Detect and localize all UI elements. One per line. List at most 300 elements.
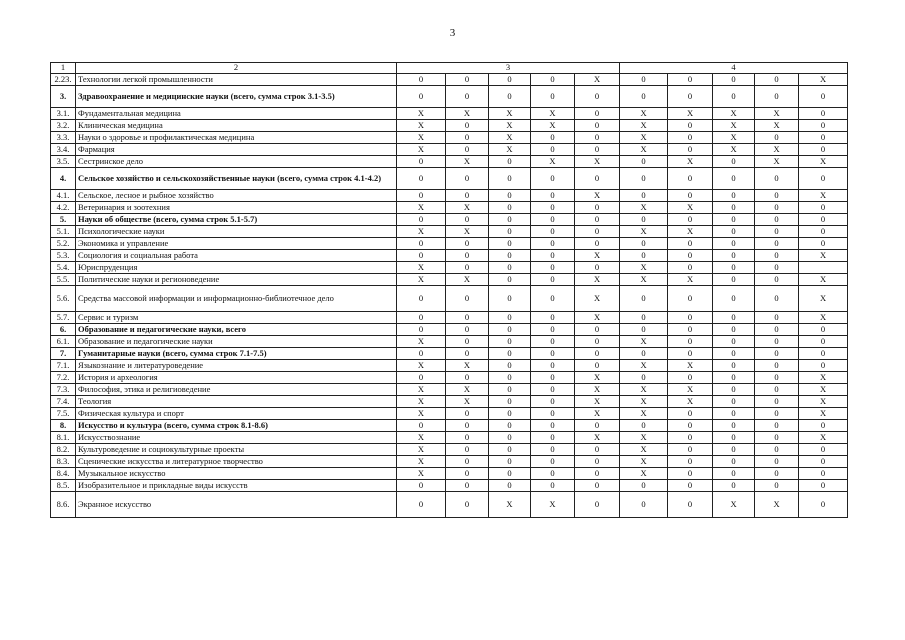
value-cell: X <box>620 144 668 156</box>
value-cell: X <box>446 108 489 120</box>
row-number: 5. <box>51 214 76 226</box>
value-cell: X <box>755 120 799 132</box>
value-cell: 0 <box>531 168 575 190</box>
table-row <box>51 348 848 360</box>
value-cell: 0 <box>489 372 531 384</box>
value-cell: 0 <box>531 274 575 286</box>
value-cell: 0 <box>668 420 713 432</box>
value-cell: X <box>620 274 668 286</box>
value-cell: 0 <box>397 156 446 168</box>
row-name: Физическая культура и спорт <box>76 408 397 420</box>
value-cell: 0 <box>668 250 713 262</box>
value-cell: X <box>620 432 668 444</box>
row-name: Психологические науки <box>76 226 397 238</box>
value-cell: X <box>620 226 668 238</box>
value-cell: 0 <box>489 202 531 214</box>
value-cell: 0 <box>620 492 668 518</box>
value-cell: 0 <box>713 86 755 108</box>
row-number: 7.2. <box>51 372 76 384</box>
value-cell: 0 <box>489 408 531 420</box>
table-row <box>51 480 848 492</box>
value-cell: 0 <box>713 214 755 226</box>
value-cell: 0 <box>397 480 446 492</box>
value-cell: 0 <box>755 214 799 226</box>
value-cell: X <box>799 384 848 396</box>
value-cell: X <box>489 132 531 144</box>
value-cell: 0 <box>531 324 575 336</box>
value-cell: X <box>397 262 446 274</box>
value-cell: 0 <box>755 238 799 250</box>
value-cell: 0 <box>489 468 531 480</box>
value-cell: X <box>446 156 489 168</box>
value-cell: 0 <box>668 468 713 480</box>
row-name: Культуроведение и социокультурные проекты <box>76 444 397 456</box>
value-cell: X <box>397 202 446 214</box>
value-cell <box>799 262 848 274</box>
value-cell: 0 <box>575 262 620 274</box>
value-cell: 0 <box>799 168 848 190</box>
value-cell: 0 <box>397 348 446 360</box>
table-row <box>51 226 848 238</box>
value-cell: 0 <box>755 86 799 108</box>
value-cell: 0 <box>397 250 446 262</box>
value-cell: 0 <box>531 444 575 456</box>
value-cell: 0 <box>397 74 446 86</box>
value-cell: 0 <box>620 250 668 262</box>
row-name: Искусствознание <box>76 432 397 444</box>
value-cell: 0 <box>531 348 575 360</box>
header-row <box>51 63 848 74</box>
value-cell: 0 <box>397 420 446 432</box>
value-cell: 0 <box>575 360 620 372</box>
value-cell: 0 <box>799 492 848 518</box>
value-cell: 0 <box>755 432 799 444</box>
value-cell: 0 <box>755 420 799 432</box>
table-row <box>51 168 848 190</box>
value-cell: X <box>397 396 446 408</box>
value-cell: 0 <box>713 274 755 286</box>
value-cell: X <box>713 144 755 156</box>
value-cell: 0 <box>446 492 489 518</box>
statistics-table <box>50 62 848 518</box>
value-cell: X <box>575 396 620 408</box>
value-cell: 0 <box>668 286 713 312</box>
row-number: 8.3. <box>51 456 76 468</box>
value-cell: 0 <box>713 168 755 190</box>
value-cell: 0 <box>713 384 755 396</box>
value-cell: 0 <box>668 444 713 456</box>
value-cell: 0 <box>489 324 531 336</box>
table-row <box>51 144 848 156</box>
value-cell: 0 <box>446 372 489 384</box>
value-cell: 0 <box>668 336 713 348</box>
row-name: Гуманитарные науки (всего, сумма строк 7.1-7.5) <box>76 348 397 360</box>
value-cell: X <box>397 360 446 372</box>
value-cell: 0 <box>397 286 446 312</box>
value-cell: X <box>620 336 668 348</box>
value-cell: X <box>799 286 848 312</box>
value-cell: X <box>397 336 446 348</box>
value-cell: 0 <box>531 238 575 250</box>
row-number: 4. <box>51 168 76 190</box>
value-cell: 0 <box>575 108 620 120</box>
value-cell: 0 <box>575 348 620 360</box>
value-cell: X <box>799 432 848 444</box>
value-cell: 0 <box>755 274 799 286</box>
value-cell: 0 <box>668 144 713 156</box>
value-cell: 0 <box>531 396 575 408</box>
value-cell: 0 <box>755 250 799 262</box>
value-cell: 0 <box>755 336 799 348</box>
row-number: 7. <box>51 348 76 360</box>
table-row <box>51 214 848 226</box>
value-cell: X <box>713 492 755 518</box>
value-cell: 0 <box>713 408 755 420</box>
value-cell: 0 <box>620 74 668 86</box>
value-cell: X <box>799 250 848 262</box>
value-cell: 0 <box>489 214 531 226</box>
row-name: Образование и педагогические науки <box>76 336 397 348</box>
value-cell: 0 <box>713 250 755 262</box>
row-number: 3.5. <box>51 156 76 168</box>
value-cell: X <box>446 226 489 238</box>
value-cell: X <box>575 372 620 384</box>
value-cell: 0 <box>446 144 489 156</box>
value-cell: 0 <box>531 468 575 480</box>
row-name: Изобразительное и прикладные виды искусств <box>76 480 397 492</box>
value-cell: 0 <box>489 286 531 312</box>
value-cell: 0 <box>531 420 575 432</box>
row-number: 5.5. <box>51 274 76 286</box>
table-row <box>51 492 848 518</box>
table-row <box>51 420 848 432</box>
row-name: Теология <box>76 396 397 408</box>
value-cell: X <box>620 120 668 132</box>
value-cell: 0 <box>446 456 489 468</box>
value-cell: X <box>397 274 446 286</box>
table-row <box>51 250 848 262</box>
row-name: История и археология <box>76 372 397 384</box>
value-cell: 0 <box>620 420 668 432</box>
table-row <box>51 238 848 250</box>
value-cell: 0 <box>668 86 713 108</box>
value-cell: X <box>755 492 799 518</box>
value-cell: 0 <box>575 144 620 156</box>
value-cell: 0 <box>446 444 489 456</box>
value-cell: 0 <box>755 408 799 420</box>
value-cell: 0 <box>620 190 668 202</box>
table-row <box>51 312 848 324</box>
value-cell: X <box>575 286 620 312</box>
value-cell: 0 <box>446 480 489 492</box>
value-cell: 0 <box>489 444 531 456</box>
value-cell: X <box>489 108 531 120</box>
value-cell: 0 <box>755 324 799 336</box>
row-number: 5.2. <box>51 238 76 250</box>
value-cell: 0 <box>799 214 848 226</box>
value-cell: 0 <box>397 238 446 250</box>
row-number: 6. <box>51 324 76 336</box>
value-cell: X <box>668 108 713 120</box>
value-cell: 0 <box>668 492 713 518</box>
value-cell: X <box>397 132 446 144</box>
value-cell: 0 <box>489 190 531 202</box>
value-cell: X <box>446 396 489 408</box>
row-name: Науки об обществе (всего, сумма строк 5.1-5.7) <box>76 214 397 226</box>
value-cell: 0 <box>713 156 755 168</box>
table-row <box>51 262 848 274</box>
row-number: 8. <box>51 420 76 432</box>
value-cell: 0 <box>713 444 755 456</box>
value-cell: 0 <box>446 168 489 190</box>
value-cell: X <box>799 372 848 384</box>
value-cell: 0 <box>489 456 531 468</box>
value-cell: 0 <box>531 372 575 384</box>
table-row <box>51 286 848 312</box>
value-cell: X <box>668 384 713 396</box>
value-cell: 0 <box>575 336 620 348</box>
value-cell: 0 <box>575 492 620 518</box>
value-cell: 0 <box>620 238 668 250</box>
value-cell: 0 <box>531 202 575 214</box>
value-cell: 0 <box>713 238 755 250</box>
value-cell: 0 <box>713 360 755 372</box>
value-cell: 0 <box>668 432 713 444</box>
row-number: 3.2. <box>51 120 76 132</box>
value-cell: X <box>575 190 620 202</box>
header-col-3: 3 <box>397 63 620 74</box>
value-cell: 0 <box>799 238 848 250</box>
value-cell: 0 <box>397 312 446 324</box>
value-cell: 0 <box>799 144 848 156</box>
value-cell: 0 <box>755 132 799 144</box>
value-cell: 0 <box>713 372 755 384</box>
table-row <box>51 86 848 108</box>
value-cell: X <box>799 190 848 202</box>
value-cell: 0 <box>713 74 755 86</box>
value-cell: X <box>713 120 755 132</box>
value-cell: 0 <box>755 286 799 312</box>
value-cell: 0 <box>620 348 668 360</box>
value-cell: 0 <box>575 120 620 132</box>
header-col-2: 2 <box>76 63 397 74</box>
value-cell: X <box>620 408 668 420</box>
value-cell: X <box>668 226 713 238</box>
row-number: 7.4. <box>51 396 76 408</box>
value-cell: 0 <box>489 480 531 492</box>
row-number: 4.1. <box>51 190 76 202</box>
value-cell: 0 <box>799 360 848 372</box>
value-cell: 0 <box>446 324 489 336</box>
value-cell: 0 <box>575 468 620 480</box>
value-cell: 0 <box>668 238 713 250</box>
value-cell: 0 <box>799 226 848 238</box>
table-row <box>51 396 848 408</box>
row-name: Здравоохранение и медицинские науки (всего, сумма строк 3.1-3.5) <box>76 86 397 108</box>
value-cell: 0 <box>713 336 755 348</box>
row-name: Ветеринария и зоотехния <box>76 202 397 214</box>
row-number: 3.1. <box>51 108 76 120</box>
row-number: 3.3. <box>51 132 76 144</box>
value-cell: X <box>575 250 620 262</box>
value-cell: 0 <box>620 168 668 190</box>
value-cell: X <box>575 74 620 86</box>
value-cell: 0 <box>397 492 446 518</box>
value-cell: 0 <box>799 202 848 214</box>
value-cell: 0 <box>531 384 575 396</box>
table-row <box>51 432 848 444</box>
value-cell: 0 <box>446 250 489 262</box>
value-cell: X <box>531 492 575 518</box>
value-cell: 0 <box>668 408 713 420</box>
value-cell: 0 <box>668 456 713 468</box>
value-cell: 0 <box>575 86 620 108</box>
value-cell: X <box>575 432 620 444</box>
value-cell: 0 <box>755 348 799 360</box>
table-row <box>51 336 848 348</box>
table-row <box>51 156 848 168</box>
table-row <box>51 74 848 86</box>
value-cell: 0 <box>799 480 848 492</box>
value-cell: 0 <box>799 132 848 144</box>
value-cell: 0 <box>489 262 531 274</box>
value-cell: 0 <box>799 444 848 456</box>
value-cell: 0 <box>620 480 668 492</box>
value-cell: 0 <box>489 274 531 286</box>
value-cell: X <box>799 408 848 420</box>
value-cell: 0 <box>755 262 799 274</box>
value-cell: X <box>397 456 446 468</box>
value-cell: 0 <box>799 108 848 120</box>
page-number: 3 <box>449 27 456 39</box>
value-cell: 0 <box>531 336 575 348</box>
value-cell: 0 <box>531 456 575 468</box>
value-cell: 0 <box>446 132 489 144</box>
value-cell: 0 <box>446 408 489 420</box>
value-cell: 0 <box>446 262 489 274</box>
value-cell: 0 <box>713 262 755 274</box>
value-cell: 0 <box>668 120 713 132</box>
value-cell: X <box>668 202 713 214</box>
value-cell: X <box>575 384 620 396</box>
row-name: Технологии легкой промышленности <box>76 74 397 86</box>
table-row <box>51 468 848 480</box>
value-cell: 0 <box>713 226 755 238</box>
value-cell: 0 <box>799 456 848 468</box>
value-cell: X <box>799 312 848 324</box>
value-cell: 0 <box>446 286 489 312</box>
value-cell: X <box>799 396 848 408</box>
value-cell: 0 <box>668 312 713 324</box>
value-cell: 0 <box>668 480 713 492</box>
value-cell: 0 <box>713 456 755 468</box>
table-row <box>51 360 848 372</box>
value-cell: 0 <box>668 348 713 360</box>
value-cell: 0 <box>755 480 799 492</box>
value-cell: 0 <box>446 336 489 348</box>
value-cell: 0 <box>489 156 531 168</box>
row-number: 6.1. <box>51 336 76 348</box>
value-cell: 0 <box>397 214 446 226</box>
value-cell: X <box>668 396 713 408</box>
table-row <box>51 444 848 456</box>
row-number: 3.4. <box>51 144 76 156</box>
value-cell: 0 <box>531 286 575 312</box>
value-cell: X <box>575 274 620 286</box>
value-cell: X <box>755 108 799 120</box>
value-cell: 0 <box>668 74 713 86</box>
row-number: 4.2. <box>51 202 76 214</box>
row-number: 5.7. <box>51 312 76 324</box>
value-cell: 0 <box>620 312 668 324</box>
value-cell: X <box>531 120 575 132</box>
value-cell: 0 <box>446 432 489 444</box>
value-cell: 0 <box>668 190 713 202</box>
value-cell: 0 <box>575 202 620 214</box>
row-name: Языкознание и литературоведение <box>76 360 397 372</box>
value-cell: 0 <box>489 360 531 372</box>
value-cell: 0 <box>755 74 799 86</box>
value-cell: 0 <box>489 238 531 250</box>
value-cell: X <box>755 144 799 156</box>
value-cell: 0 <box>575 480 620 492</box>
value-cell: 0 <box>713 480 755 492</box>
value-cell: X <box>755 156 799 168</box>
value-cell: 0 <box>713 324 755 336</box>
value-cell: X <box>446 202 489 214</box>
value-cell: X <box>531 108 575 120</box>
table-row <box>51 274 848 286</box>
row-name: Искусство и культура (всего, сумма строк 8.1-8.6) <box>76 420 397 432</box>
row-number: 8.2. <box>51 444 76 456</box>
value-cell: X <box>446 274 489 286</box>
value-cell: 0 <box>531 250 575 262</box>
value-cell: 0 <box>446 238 489 250</box>
value-cell: 0 <box>668 372 713 384</box>
value-cell: X <box>799 156 848 168</box>
value-cell: 0 <box>713 286 755 312</box>
value-cell: 0 <box>446 74 489 86</box>
value-cell: 0 <box>575 444 620 456</box>
value-cell: X <box>620 456 668 468</box>
value-cell: 0 <box>755 384 799 396</box>
value-cell: 0 <box>668 324 713 336</box>
value-cell: 0 <box>575 214 620 226</box>
value-cell: X <box>397 384 446 396</box>
value-cell: 0 <box>575 168 620 190</box>
value-cell: 0 <box>713 348 755 360</box>
header-col-4: 4 <box>620 63 848 74</box>
value-cell: 0 <box>531 190 575 202</box>
value-cell: X <box>397 444 446 456</box>
value-cell: 0 <box>531 360 575 372</box>
value-cell: 0 <box>397 190 446 202</box>
row-number: 7.5. <box>51 408 76 420</box>
value-cell: X <box>713 108 755 120</box>
value-cell: 0 <box>446 86 489 108</box>
value-cell: 0 <box>799 348 848 360</box>
value-cell: X <box>575 156 620 168</box>
value-cell: 0 <box>489 74 531 86</box>
value-cell: X <box>575 312 620 324</box>
value-cell: X <box>668 274 713 286</box>
value-cell: X <box>397 120 446 132</box>
table-row <box>51 202 848 214</box>
value-cell: 0 <box>620 156 668 168</box>
row-name: Экранное искусство <box>76 492 397 518</box>
row-number: 5.6. <box>51 286 76 312</box>
value-cell: 0 <box>489 86 531 108</box>
